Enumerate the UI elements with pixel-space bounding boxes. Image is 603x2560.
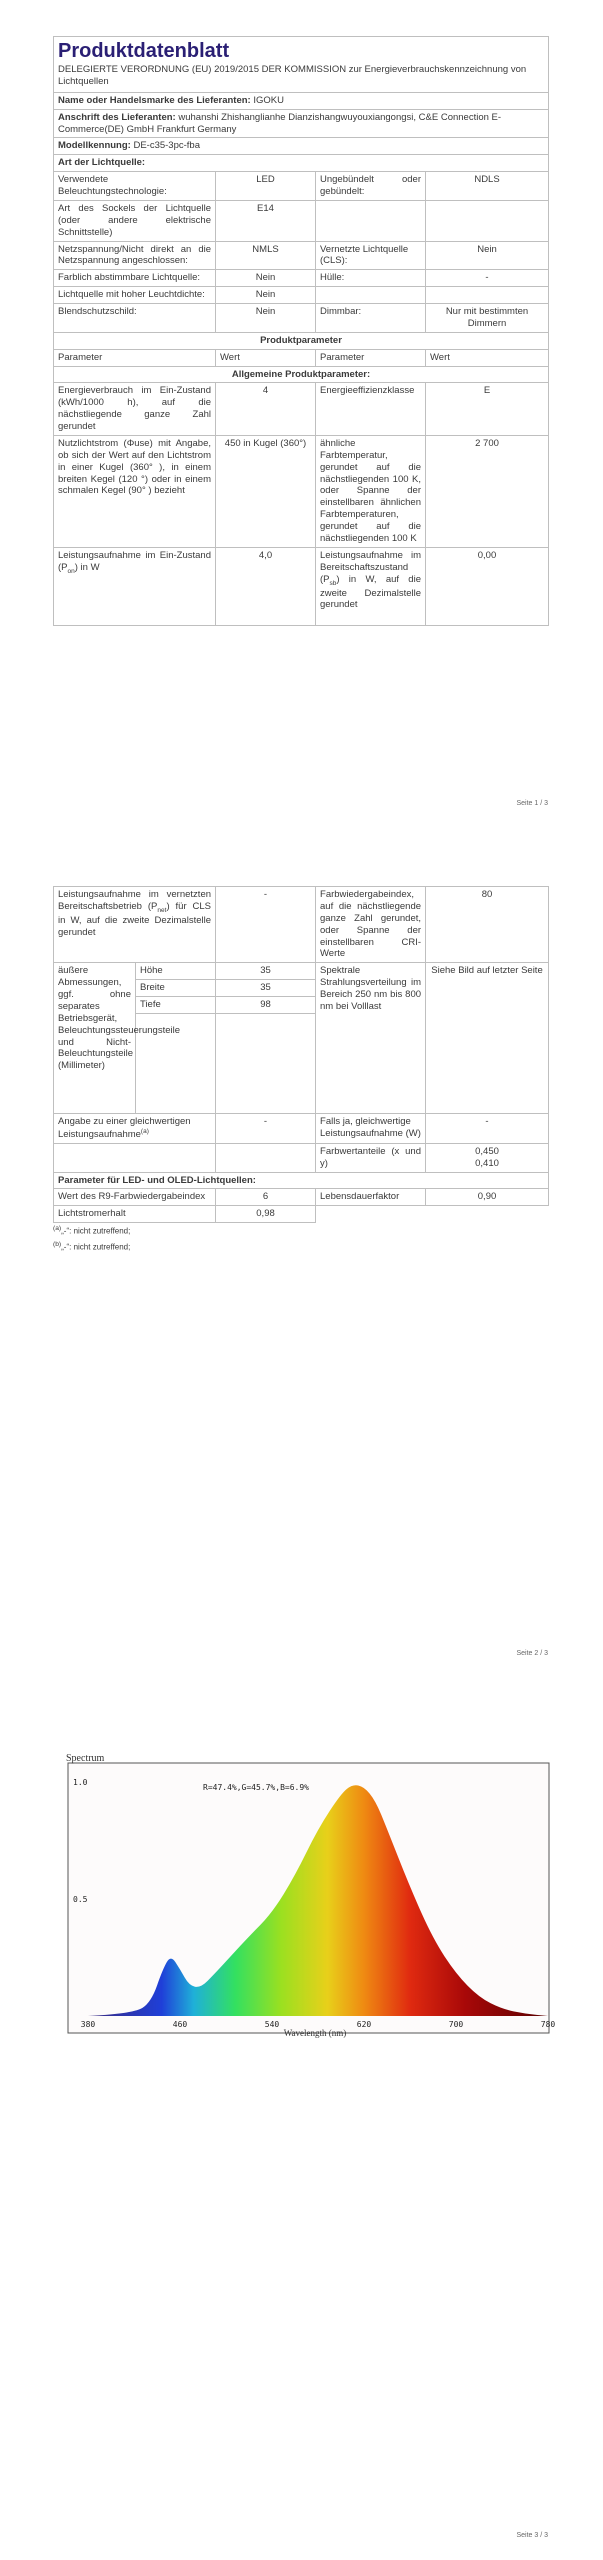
table-row (54, 435, 549, 547)
cell-label: Wert des R9-Farbwiedergabeindex (54, 1189, 216, 1206)
chromaticity-value: 0,450 0,410 (426, 1143, 549, 1172)
cell-value: - (426, 1113, 549, 1143)
supplier-address-label: Anschrift des Lieferanten: (58, 111, 176, 123)
x-tick-label: 780 (540, 2020, 556, 2029)
cell-empty (426, 200, 549, 241)
cell-label: Ungebündelt oder gebündelt: (316, 172, 426, 201)
x-tick-label: 700 (448, 2020, 464, 2029)
spectrum-chart (0, 1720, 603, 2040)
cell-label: Verwendete Beleuchtungstechnologie: (54, 172, 216, 201)
table-row (54, 304, 549, 333)
y-tick-label: 0.5 (73, 1895, 88, 1904)
page-title: Produktdatenblatt (58, 40, 230, 62)
page-number: Seite 2 / 3 (516, 1650, 548, 1657)
chromaticity-label: Farbwertanteile (x und y) (316, 1143, 426, 1172)
general-parameters-header: Allgemeine Produktparameter: (54, 366, 549, 383)
cell-value: Nur mit bestimmten Dimmern (426, 304, 549, 333)
column-header-value: Wert (216, 349, 316, 366)
footnote-a: $^{(a)}$„-“: nicht zutreffend; (53, 1225, 131, 1236)
cell-value: E14 (216, 200, 316, 241)
cell-label: Leistungsaufnahme im Bereitschaftszustand $(P_{sb})$ in W, auf die zweite Dezimalstelle gerundet (316, 547, 426, 625)
cell-empty (216, 1013, 316, 1113)
spectral-value: Siehe Bild auf letzter Seite (426, 963, 549, 1114)
column-header-parameter: Parameter (54, 349, 216, 366)
cell-value: - (216, 887, 316, 963)
datasheet-table-2 (53, 886, 549, 1223)
dim-value: 35 (216, 980, 316, 997)
page-2 (0, 870, 603, 1670)
table-row (54, 963, 549, 980)
model-value: DE-c35-3pc-fba (133, 140, 200, 152)
supplier-name-label: Name oder Handelsmarke des Lieferanten: (58, 94, 251, 106)
table-row (54, 172, 549, 201)
led-parameters-header: Parameter für LED- und OLED-Lichtquellen: (54, 1172, 549, 1189)
cell-value: 4,0 (216, 547, 316, 625)
datasheet-frame-2 (53, 886, 548, 1254)
cell-value: Nein (216, 304, 316, 333)
page-number: Seite 3 / 3 (516, 2532, 548, 2539)
y-tick-label: 1.0 (73, 1778, 88, 1787)
product-parameters-header: Produktparameter (54, 332, 549, 349)
footnote-b: $^{(b)}$„-“: nicht zutreffend; (53, 1240, 131, 1252)
cell-label: Lichtquelle mit hoher Leuchtdichte: (54, 287, 216, 304)
cell-label: ähnliche Farbtemperatur, gerundet auf die nächstliegenden 100 K, oder Spanne der einstellbaren ähnlichen Farbtemperaturen, gerundet auf die nächstliegenden 100 K (316, 435, 426, 547)
cell-label: Nutzlichtstrom (Φuse) mit Angabe, ob sich der Wert auf den Lichtstrom in einer Kugel (360° ), in einem breiten Kegel (120 °) oder in einem schmalen Kegel (90° ) bezieht (54, 435, 216, 547)
cell-empty (216, 1143, 316, 1172)
spectral-label: Spektrale Strahlungsverteilung im Bereich 250 nm bis 800 nm bei Volllast (316, 963, 426, 1114)
cell-label: Blendschutzschild: (54, 304, 216, 333)
cell-label: Dimmbar: (316, 304, 426, 333)
cell-empty (316, 287, 426, 304)
table-row (54, 270, 549, 287)
cell-label: Netzspannung/Nicht direkt an die Netzspannung angeschlossen: (54, 241, 216, 270)
supplier-address-value: wuhanshi Zhishanglianhe Dianzishangwuyouxiangongsi, C&E Connection E-Commerce(DE) GmbH Frankfurt Germany (58, 111, 502, 135)
cell-value: 2 700 (426, 435, 549, 547)
spectrum-label: Spectrum (66, 1753, 105, 1764)
cell-label: Energieeffizienzklasse (316, 383, 426, 436)
dim-value: 98 (216, 997, 316, 1014)
cell-label: Angabe zu einer gleichwertigen Leistungsaufnahme$^{(a)}$ (54, 1113, 216, 1143)
table-row (54, 1206, 549, 1223)
regulation-subtitle: DELEGIERTE VERORDNUNG (EU) 2019/2015 DER KOMMISSION zur Energieverbrauchskennzeichnung von Lichtquellen (58, 64, 527, 87)
rgb-annotation: R=47.4%,G=45.7%,B=6.9% (203, 1783, 309, 1792)
cell-value: 6 (216, 1189, 316, 1206)
x-tick-label: 540 (264, 2020, 280, 2029)
cell-empty (426, 287, 549, 304)
cell-label: Leistungsaufnahme im Ein-Zustand $(P_{on})$ in W (54, 547, 216, 625)
cell-label: Art des Sockels der Lichtquelle (oder andere elektrische Schnittstelle) (54, 200, 216, 241)
column-header-parameter: Parameter (316, 349, 426, 366)
cell-label: Leistungsaufnahme im vernetzten Bereitschaftsbetrieb $(P_{net})$ für CLS in W, auf die zweite Dezimalstelle gerundet (54, 887, 216, 963)
cell-value: NMLS (216, 241, 316, 270)
light-source-type-header: Art der Lichtquelle: (54, 155, 549, 172)
cell-empty (54, 1143, 216, 1172)
dim-name: Höhe (136, 963, 216, 980)
cell-value: - (426, 270, 549, 287)
table-row (54, 1143, 549, 1172)
cell-label: Lichtstromerhalt (54, 1206, 216, 1223)
cell-value: 0,00 (426, 547, 549, 625)
table-row (54, 887, 549, 963)
cell-value: NDLS (426, 172, 549, 201)
column-header-value: Wert (426, 349, 549, 366)
cell-value: 0,98 (216, 1206, 316, 1223)
cell-label: Falls ja, gleichwertige Leistungsaufnahme (W) (316, 1113, 426, 1143)
cell-value: 0,90 (426, 1189, 549, 1206)
dim-name: Tiefe (136, 997, 216, 1014)
table-row (54, 241, 549, 270)
cell-value: Nein (426, 241, 549, 270)
x-tick-label: 620 (356, 2020, 372, 2029)
cell-empty (316, 200, 426, 241)
column-header-row (54, 349, 549, 366)
dim-name: Breite (136, 980, 216, 997)
cell-value: E (426, 383, 549, 436)
table-row (54, 200, 549, 241)
datasheet-frame-1 (53, 36, 548, 626)
cell-value: LED (216, 172, 316, 201)
cell-label: Farbwiedergabeindex, auf die nächstliegende ganze Zahl gerundet, oder Spanne der einstellbaren CRI-Werte (316, 887, 426, 963)
table-row (54, 1113, 549, 1143)
page-3 (0, 1720, 603, 2560)
table-row (54, 1189, 549, 1206)
cell-value: 4 (216, 383, 316, 436)
cell-value: Nein (216, 270, 316, 287)
dim-value: 35 (216, 963, 316, 980)
table-row (54, 547, 549, 625)
cell-label: Hülle: (316, 270, 426, 287)
cell-label: Lebensdauerfaktor (316, 1189, 426, 1206)
supplier-name-value: IGOKU (253, 94, 284, 106)
x-tick-label: 460 (172, 2020, 188, 2029)
table-row (54, 287, 549, 304)
page-number: Seite 1 / 3 (516, 800, 548, 807)
dimensions-label: äußere Abmessungen, ggf. ohne separates Betriebsgerät, Beleuchtungssteuerungsteile und Nicht-Beleuchtungsteile (Millimeter) (54, 963, 136, 1114)
datasheet-table-1 (53, 36, 549, 626)
cell-value: 450 in Kugel (360°) (216, 435, 316, 547)
x-axis-label: Wavelength (nm) (283, 2028, 347, 2038)
page-1 (0, 0, 603, 810)
cell-value: 80 (426, 887, 549, 963)
cell-label: Energieverbrauch im Ein-Zustand (kWh/1000 h), auf die nächstliegende ganze Zahl gerundet (54, 383, 216, 436)
x-tick-label: 380 (80, 2020, 96, 2029)
cell-value: - (216, 1113, 316, 1143)
table-row (54, 383, 549, 436)
model-label: Modellkennung: (58, 140, 131, 152)
cell-value: Nein (216, 287, 316, 304)
cell-label: Farblich abstimmbare Lichtquelle: (54, 270, 216, 287)
cell-label: Vernetzte Lichtquelle (CLS): (316, 241, 426, 270)
